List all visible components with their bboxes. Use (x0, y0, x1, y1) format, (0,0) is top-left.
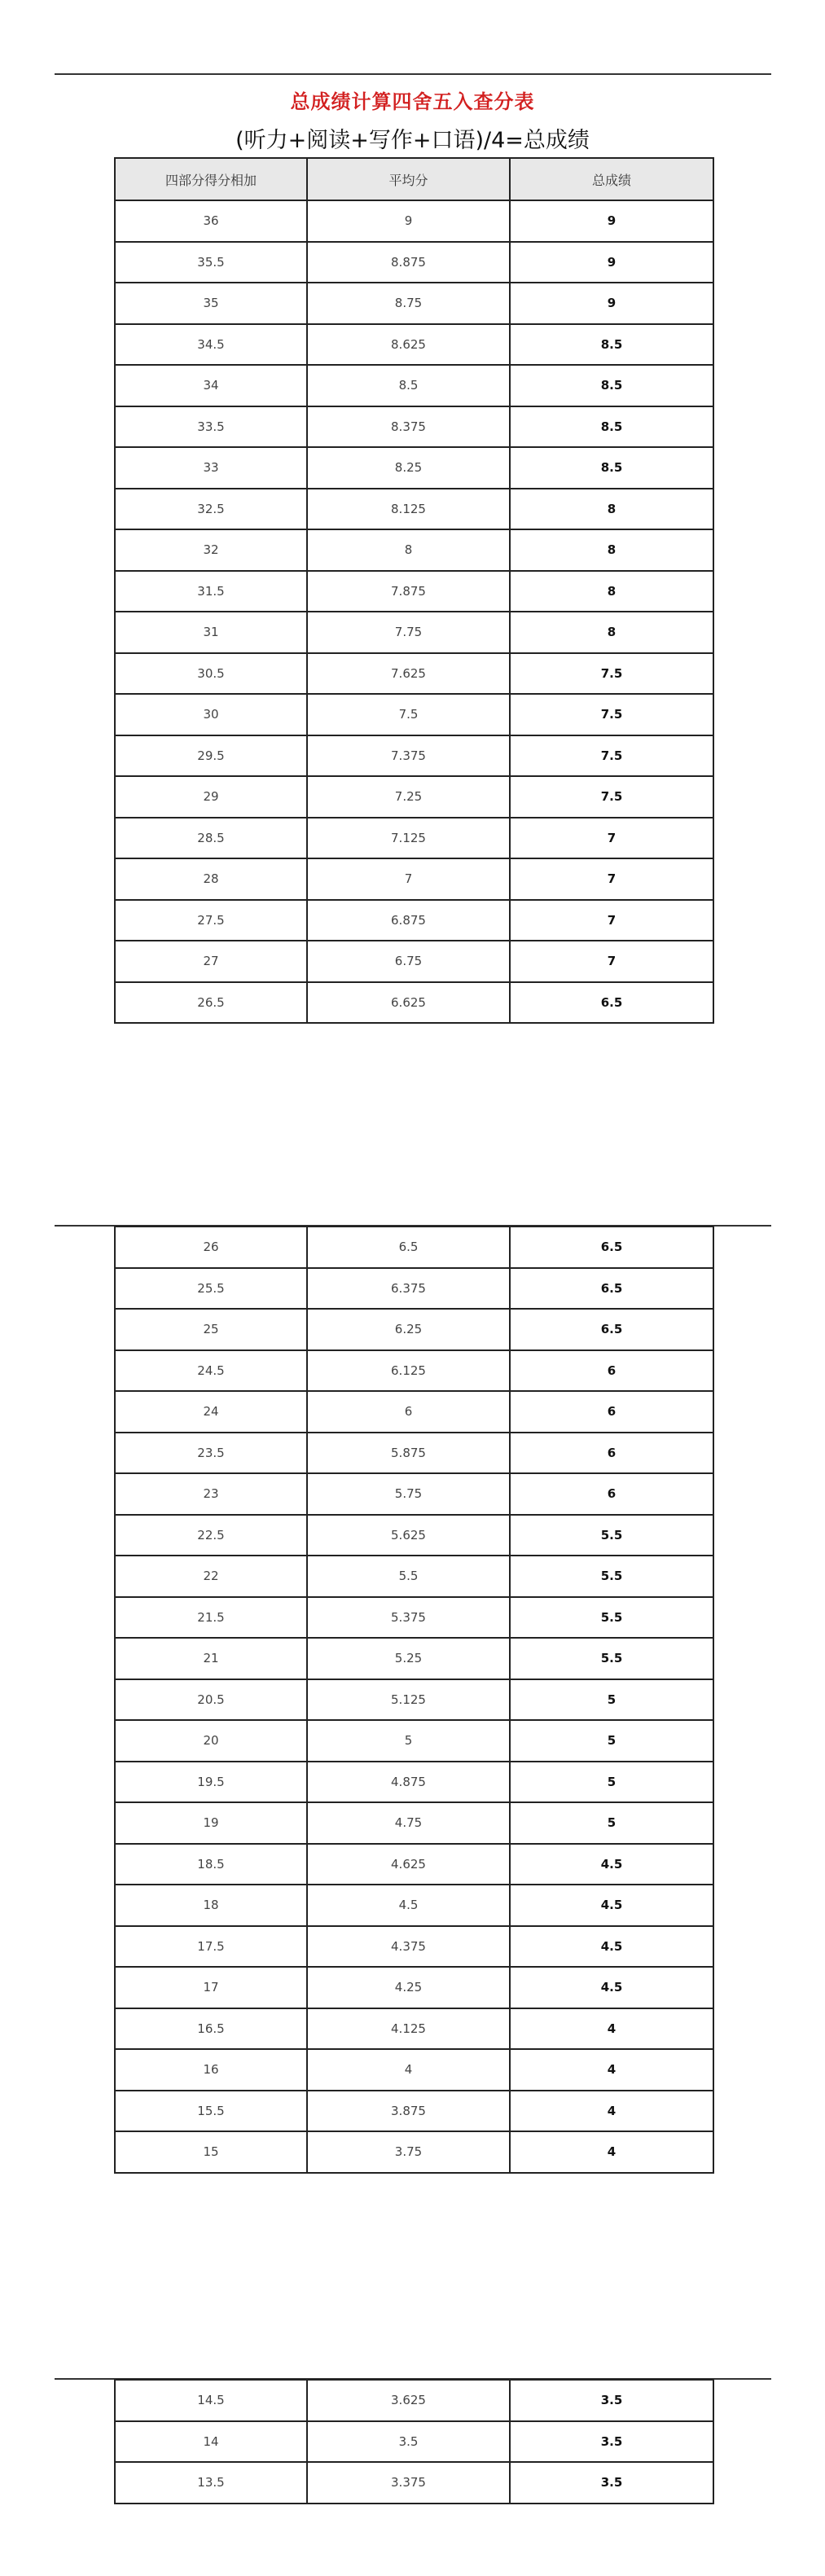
cell-total: 5 (510, 1762, 713, 1803)
cell-average: 7.75 (307, 612, 510, 653)
table-row (115, 2049, 713, 2091)
cell-sum: 29 (115, 776, 307, 818)
cell-sum: 23.5 (115, 1433, 307, 1474)
cell-sum: 27.5 (115, 900, 307, 941)
cell-average: 5.5 (307, 1556, 510, 1597)
cell-sum: 33.5 (115, 406, 307, 448)
header-average: 平均分 (307, 158, 510, 200)
cell-average: 7 (307, 858, 510, 900)
cell-sum: 27 (115, 941, 307, 982)
cell-sum: 20.5 (115, 1679, 307, 1721)
header-sum: 四部分得分相加 (115, 158, 307, 200)
cell-average: 8.125 (307, 489, 510, 530)
cell-sum: 14.5 (115, 2380, 307, 2421)
cell-total: 6 (510, 1350, 713, 1392)
cell-total: 5 (510, 1679, 713, 1721)
cell-average: 8 (307, 529, 510, 571)
cell-total: 5.5 (510, 1597, 713, 1639)
cell-average: 9 (307, 200, 510, 242)
cell-sum: 25.5 (115, 1268, 307, 1310)
score-table-part-1 (114, 157, 714, 1024)
table-row (115, 694, 713, 735)
table-row (115, 447, 713, 489)
cell-average: 6.125 (307, 1350, 510, 1392)
cell-total: 6 (510, 1433, 713, 1474)
table-row (115, 900, 713, 941)
cell-average: 4.5 (307, 1885, 510, 1926)
cell-total: 3.5 (510, 2462, 713, 2504)
cell-total: 7.5 (510, 653, 713, 695)
table-row (115, 365, 713, 406)
cell-total: 9 (510, 200, 713, 242)
table-row (115, 1268, 713, 1310)
table-row (115, 982, 713, 1024)
cell-total: 5.5 (510, 1515, 713, 1556)
cell-sum: 17 (115, 1967, 307, 2008)
cell-total: 7 (510, 818, 713, 859)
cell-average: 4.875 (307, 1762, 510, 1803)
table-row (115, 324, 713, 366)
score-table-part-2 (114, 1226, 714, 2174)
cell-sum: 15.5 (115, 2091, 307, 2132)
cell-average: 3.75 (307, 2131, 510, 2173)
cell-total: 9 (510, 242, 713, 283)
cell-sum: 35 (115, 283, 307, 324)
table-row (115, 2380, 713, 2421)
cell-sum: 23 (115, 1473, 307, 1515)
cell-sum: 34.5 (115, 324, 307, 366)
cell-average: 3.875 (307, 2091, 510, 2132)
cell-sum: 18 (115, 1885, 307, 1926)
cell-average: 7.25 (307, 776, 510, 818)
cell-sum: 21.5 (115, 1597, 307, 1639)
cell-sum: 30 (115, 694, 307, 735)
table-row (115, 1556, 713, 1597)
table-row (115, 1885, 713, 1926)
table-row (115, 776, 713, 818)
table-row (115, 1309, 713, 1350)
table-row (115, 242, 713, 283)
cell-sum: 33 (115, 447, 307, 489)
cell-average: 5.75 (307, 1473, 510, 1515)
cell-average: 5 (307, 1720, 510, 1762)
table-row (115, 653, 713, 695)
table-row (115, 1227, 713, 1268)
cell-average: 7.875 (307, 571, 510, 612)
cell-average: 7.375 (307, 735, 510, 777)
cell-sum: 20 (115, 1720, 307, 1762)
cell-average: 3.375 (307, 2462, 510, 2504)
cell-total: 4 (510, 2049, 713, 2091)
cell-average: 4.375 (307, 1926, 510, 1968)
cell-average: 3.625 (307, 2380, 510, 2421)
cell-total: 7 (510, 900, 713, 941)
cell-total: 7 (510, 858, 713, 900)
table-row (115, 2091, 713, 2132)
cell-total: 8 (510, 612, 713, 653)
cell-sum: 15 (115, 2131, 307, 2173)
cell-average: 4 (307, 2049, 510, 2091)
cell-total: 8 (510, 529, 713, 571)
cell-average: 7.5 (307, 694, 510, 735)
cell-average: 6.5 (307, 1227, 510, 1268)
cell-average: 6.25 (307, 1309, 510, 1350)
cell-total: 4 (510, 2091, 713, 2132)
cell-total: 6.5 (510, 1268, 713, 1310)
cell-average: 8.5 (307, 365, 510, 406)
score-table-part-3 (114, 2379, 714, 2504)
table-header-row (115, 158, 713, 200)
cell-total: 9 (510, 283, 713, 324)
cell-total: 7 (510, 941, 713, 982)
cell-sum: 30.5 (115, 653, 307, 695)
cell-average: 7.125 (307, 818, 510, 859)
cell-total: 7.5 (510, 735, 713, 777)
cell-sum: 35.5 (115, 242, 307, 283)
cell-total: 6 (510, 1391, 713, 1433)
cell-average: 6.375 (307, 1268, 510, 1310)
cell-total: 4.5 (510, 1885, 713, 1926)
table-row (115, 1762, 713, 1803)
table-row (115, 529, 713, 571)
cell-sum: 16 (115, 2049, 307, 2091)
cell-total: 8 (510, 489, 713, 530)
cell-sum: 17.5 (115, 1926, 307, 1968)
cell-total: 8.5 (510, 406, 713, 448)
page-1-top-rule (55, 73, 771, 75)
table-row (115, 200, 713, 242)
cell-average: 8.75 (307, 283, 510, 324)
cell-average: 4.25 (307, 1967, 510, 2008)
table-row (115, 1844, 713, 1885)
cell-sum: 25 (115, 1309, 307, 1350)
cell-sum: 24 (115, 1391, 307, 1433)
cell-average: 5.25 (307, 1638, 510, 1679)
table-row (115, 1433, 713, 1474)
cell-sum: 32 (115, 529, 307, 571)
cell-sum: 19 (115, 1802, 307, 1844)
table-row (115, 406, 713, 448)
cell-total: 7.5 (510, 776, 713, 818)
table-row (115, 1926, 713, 1968)
table-row (115, 2131, 713, 2173)
cell-total: 5 (510, 1720, 713, 1762)
table-row (115, 571, 713, 612)
cell-total: 6 (510, 1473, 713, 1515)
cell-average: 5.125 (307, 1679, 510, 1721)
cell-sum: 13.5 (115, 2462, 307, 2504)
cell-average: 5.375 (307, 1597, 510, 1639)
cell-total: 3.5 (510, 2421, 713, 2463)
table-row (115, 818, 713, 859)
table-row (115, 1679, 713, 1721)
cell-average: 6.75 (307, 941, 510, 982)
cell-total: 5 (510, 1802, 713, 1844)
cell-total: 7.5 (510, 694, 713, 735)
cell-sum: 19.5 (115, 1762, 307, 1803)
cell-total: 6.5 (510, 1309, 713, 1350)
cell-sum: 32.5 (115, 489, 307, 530)
table-row (115, 1967, 713, 2008)
cell-total: 8 (510, 571, 713, 612)
cell-average: 6.875 (307, 900, 510, 941)
cell-total: 5.5 (510, 1638, 713, 1679)
cell-sum: 26.5 (115, 982, 307, 1024)
cell-sum: 16.5 (115, 2008, 307, 2050)
header-total: 总成绩 (510, 158, 713, 200)
table-row (115, 612, 713, 653)
cell-sum: 34 (115, 365, 307, 406)
cell-average: 6 (307, 1391, 510, 1433)
table-row (115, 858, 713, 900)
cell-total: 5.5 (510, 1556, 713, 1597)
cell-average: 7.625 (307, 653, 510, 695)
cell-average: 5.625 (307, 1515, 510, 1556)
table-row (115, 735, 713, 777)
table-row (115, 1515, 713, 1556)
table-subtitle: (听力+阅读+写作+口语)/4=总成绩 (235, 128, 590, 153)
cell-total: 4.5 (510, 1926, 713, 1968)
cell-total: 8.5 (510, 365, 713, 406)
cell-average: 8.875 (307, 242, 510, 283)
table-row (115, 283, 713, 324)
cell-sum: 18.5 (115, 1844, 307, 1885)
cell-total: 4 (510, 2008, 713, 2050)
cell-sum: 14 (115, 2421, 307, 2463)
cell-total: 8.5 (510, 324, 713, 366)
table-row (115, 2008, 713, 2050)
table-row (115, 941, 713, 982)
cell-average: 5.875 (307, 1433, 510, 1474)
cell-sum: 36 (115, 200, 307, 242)
cell-sum: 29.5 (115, 735, 307, 777)
cell-sum: 22.5 (115, 1515, 307, 1556)
cell-average: 6.625 (307, 982, 510, 1024)
table-row (115, 1802, 713, 1844)
cell-average: 8.375 (307, 406, 510, 448)
table-row (115, 489, 713, 530)
cell-sum: 21 (115, 1638, 307, 1679)
table-row (115, 1350, 713, 1392)
cell-sum: 26 (115, 1227, 307, 1268)
cell-total: 6.5 (510, 982, 713, 1024)
cell-total: 6.5 (510, 1227, 713, 1268)
cell-total: 8.5 (510, 447, 713, 489)
cell-sum: 31 (115, 612, 307, 653)
cell-total: 4.5 (510, 1967, 713, 2008)
table-row (115, 2421, 713, 2463)
cell-sum: 24.5 (115, 1350, 307, 1392)
cell-total: 4.5 (510, 1844, 713, 1885)
cell-sum: 22 (115, 1556, 307, 1597)
table-row (115, 1597, 713, 1639)
table-row (115, 1473, 713, 1515)
cell-average: 4.125 (307, 2008, 510, 2050)
table-row (115, 2462, 713, 2504)
cell-total: 4 (510, 2131, 713, 2173)
table-row (115, 1720, 713, 1762)
cell-sum: 28.5 (115, 818, 307, 859)
cell-average: 8.25 (307, 447, 510, 489)
cell-average: 4.75 (307, 1802, 510, 1844)
cell-total: 3.5 (510, 2380, 713, 2421)
cell-average: 8.625 (307, 324, 510, 366)
cell-sum: 31.5 (115, 571, 307, 612)
cell-average: 4.625 (307, 1844, 510, 1885)
table-title: 总成绩计算四舍五入查分表 (290, 90, 535, 113)
table-row (115, 1638, 713, 1679)
table-row (115, 1391, 713, 1433)
cell-sum: 28 (115, 858, 307, 900)
cell-average: 3.5 (307, 2421, 510, 2463)
